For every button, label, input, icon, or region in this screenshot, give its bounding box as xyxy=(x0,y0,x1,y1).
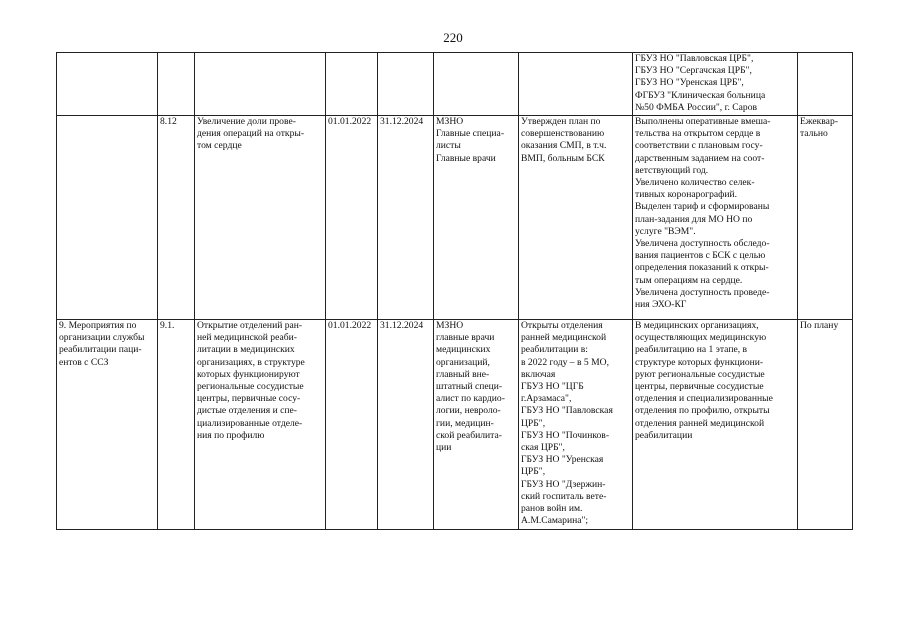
cell-text: 31.12.2024 xyxy=(380,320,424,331)
cell-line: логии, невроло- xyxy=(436,405,501,417)
responsible-cell xyxy=(434,320,519,530)
cell-line: организаций, xyxy=(436,356,490,368)
cell-line: главный вне- xyxy=(436,368,490,380)
cell-line: тально xyxy=(800,128,828,140)
cell-line: ГБУЗ НО "Павловская ЦРБ", xyxy=(635,53,754,64)
cell-line: Ежеквар- xyxy=(800,116,838,127)
section-cell xyxy=(57,116,158,320)
cell-line: ФГБУЗ "Клиническая больница xyxy=(635,89,766,101)
indicator-cell xyxy=(519,320,633,530)
cell-line: ГБУЗ НО "ЦГБ xyxy=(521,381,584,393)
cell-line: ГБУЗ НО "Уренская ЦРБ", xyxy=(635,77,744,89)
cell-line: штатный специ- xyxy=(436,381,503,393)
start-date-cell xyxy=(326,320,378,530)
cell-line: дарственным заданием на соот- xyxy=(635,152,765,164)
cell-line: алист по кардио- xyxy=(436,393,505,405)
cell-text: 01.01.2022 xyxy=(328,320,372,331)
cell-line: ГБУЗ НО "Павловская xyxy=(521,405,613,417)
cell-line: организациях, в структуре xyxy=(197,356,305,368)
cell-line: которых функционируют xyxy=(197,368,300,380)
cell-line: реабилитации xyxy=(635,429,693,441)
section-cell xyxy=(57,320,158,530)
result-cell xyxy=(633,53,798,116)
cell-line: Открытие отделений ран- xyxy=(197,320,303,331)
cell-line: ВМП, больным БСК xyxy=(521,152,605,164)
cell-line: ГБУЗ НО "Уренская xyxy=(521,454,604,466)
end-date-cell xyxy=(378,116,434,320)
responsible-cell xyxy=(434,53,519,116)
cell-line: ранов войн им. xyxy=(521,503,583,515)
cell-line: ская ЦРБ", xyxy=(521,442,565,454)
indicator-cell xyxy=(519,116,633,320)
cell-line: №50 ФМБА России", г. Саров xyxy=(635,101,758,113)
cell-line: центры, первичные сосудистые xyxy=(635,381,764,393)
cell-line: Увеличение доли прове- xyxy=(197,116,296,127)
cell-text: 8.12 xyxy=(160,116,177,127)
cell-line: Утвержден план по xyxy=(521,116,601,127)
end-date-cell xyxy=(378,320,434,530)
cell-line: оказания СМП, в т.ч. xyxy=(521,140,607,152)
cell-line: дения операций на откры- xyxy=(197,128,305,140)
cell-line: вания пациентов с БСК с целью xyxy=(635,250,766,262)
cell-line: том сердце xyxy=(197,140,242,152)
cell-line: тивных коронарографий. xyxy=(635,189,738,201)
number-cell xyxy=(158,53,195,116)
cell-line: руют региональные сосудистые xyxy=(635,368,765,380)
cell-line: определения показаний к откры- xyxy=(635,262,769,274)
cell-line: А.М.Самарина"; xyxy=(521,515,589,527)
cell-line: реабилитацию на 1 этапе, в xyxy=(635,344,748,356)
cell-line: ГБУЗ НО "Сергачская ЦРБ", xyxy=(635,65,752,77)
number-cell xyxy=(158,320,195,530)
cell-line: дистые отделения и спе- xyxy=(197,405,297,417)
cell-line: Главные специа- xyxy=(436,128,505,140)
table-row xyxy=(57,53,853,116)
cell-line: отделения и специализированные xyxy=(635,393,773,405)
cell-line: соответствии с плановым госу- xyxy=(635,140,763,152)
event-cell xyxy=(195,116,326,320)
event-cell xyxy=(195,320,326,530)
cell-line: По плану xyxy=(800,320,839,331)
indicator-cell xyxy=(519,53,633,116)
cell-line: ЦРБ", xyxy=(521,417,546,429)
result-cell xyxy=(633,116,798,320)
responsible-cell xyxy=(434,116,519,320)
cell-line: гии, медицин- xyxy=(436,417,494,429)
cell-line: ГБУЗ НО "Дзержин- xyxy=(521,478,606,490)
cell-line: совершенствованию xyxy=(521,128,605,140)
cell-text: 31.12.2024 xyxy=(380,116,424,127)
cell-line: Открыты отделения xyxy=(521,320,603,331)
cell-line: листы xyxy=(436,140,461,152)
cell-line: МЗНО xyxy=(436,116,464,127)
cell-line: тельства на открытом сердце в xyxy=(635,128,761,140)
cell-line: Увеличена доступность обследо- xyxy=(635,238,770,250)
cell-line: ентов с ССЗ xyxy=(59,356,109,368)
cell-line: структуре которых функциони- xyxy=(635,356,764,368)
cell-line: ции xyxy=(436,442,452,454)
page-number: 220 xyxy=(443,30,463,45)
end-date-cell xyxy=(378,53,434,116)
cell-line: реабилитации паци- xyxy=(59,344,142,356)
cell-line: Увеличена доступность проведе- xyxy=(635,286,770,298)
cell-line: медицинских xyxy=(436,344,491,356)
cell-line: ГБУЗ НО "Починков- xyxy=(521,429,610,441)
cell-line: Выполнены оперативные вмеша- xyxy=(635,116,771,127)
event-cell xyxy=(195,53,326,116)
cell-line: осуществляющих медицинскую xyxy=(635,332,767,344)
period-cell xyxy=(798,53,853,116)
table-row xyxy=(57,116,853,320)
cell-line: включая xyxy=(521,368,556,380)
cell-text: 01.01.2022 xyxy=(328,116,372,127)
cell-line: г.Арзамаса", xyxy=(521,393,572,405)
cell-line: ранней медицинской xyxy=(521,332,607,344)
cell-line: организации службы xyxy=(59,332,145,344)
cell-line: ЦРБ", xyxy=(521,466,546,478)
cell-line: ней медицинской реаби- xyxy=(197,332,297,344)
start-date-cell xyxy=(326,53,378,116)
cell-text: 9.1. xyxy=(160,320,175,331)
table-row xyxy=(57,320,853,530)
section-cell xyxy=(57,53,158,116)
result-cell xyxy=(633,320,798,530)
number-cell xyxy=(158,116,195,320)
cell-line: отделения по профилю, открыты xyxy=(635,405,770,417)
cell-line: реабилитации в: xyxy=(521,344,588,356)
cell-line: центры, первичные сосу- xyxy=(197,393,301,405)
cell-line: 9. Мероприятия по xyxy=(59,320,137,331)
cell-line: ский госпиталь вете- xyxy=(521,490,607,502)
cell-line: тым операциям на сердце. xyxy=(635,274,743,286)
cell-line: план-задания для МО НО по xyxy=(635,213,753,225)
start-date-cell xyxy=(326,116,378,320)
cell-line: циализированные отделе- xyxy=(197,417,303,429)
cell-line: региональные сосудистые xyxy=(197,381,304,393)
cell-line: ния ЭХО-КГ xyxy=(635,299,687,311)
measures-table xyxy=(56,52,853,530)
cell-line: отделения ранней медицинской xyxy=(635,417,765,429)
cell-line: МЗНО xyxy=(436,320,464,331)
cell-line: ветствующий год. xyxy=(635,164,709,176)
cell-line: услуге "ВЭМ". xyxy=(635,225,696,237)
cell-line: Выделен тариф и сформированы xyxy=(635,201,770,213)
cell-line: В медицинских организациях, xyxy=(635,320,759,331)
cell-line: ния по профилю xyxy=(197,429,265,441)
cell-line: главные врачи xyxy=(436,332,495,344)
cell-line: литации в медицинских xyxy=(197,344,295,356)
period-cell xyxy=(798,320,853,530)
cell-line: в 2022 году – в 5 МО, xyxy=(521,356,609,368)
cell-line: Увеличено количество селек- xyxy=(635,177,755,189)
period-cell xyxy=(798,116,853,320)
cell-line: ской реабилита- xyxy=(436,429,502,441)
cell-line: Главные врачи xyxy=(436,152,496,164)
